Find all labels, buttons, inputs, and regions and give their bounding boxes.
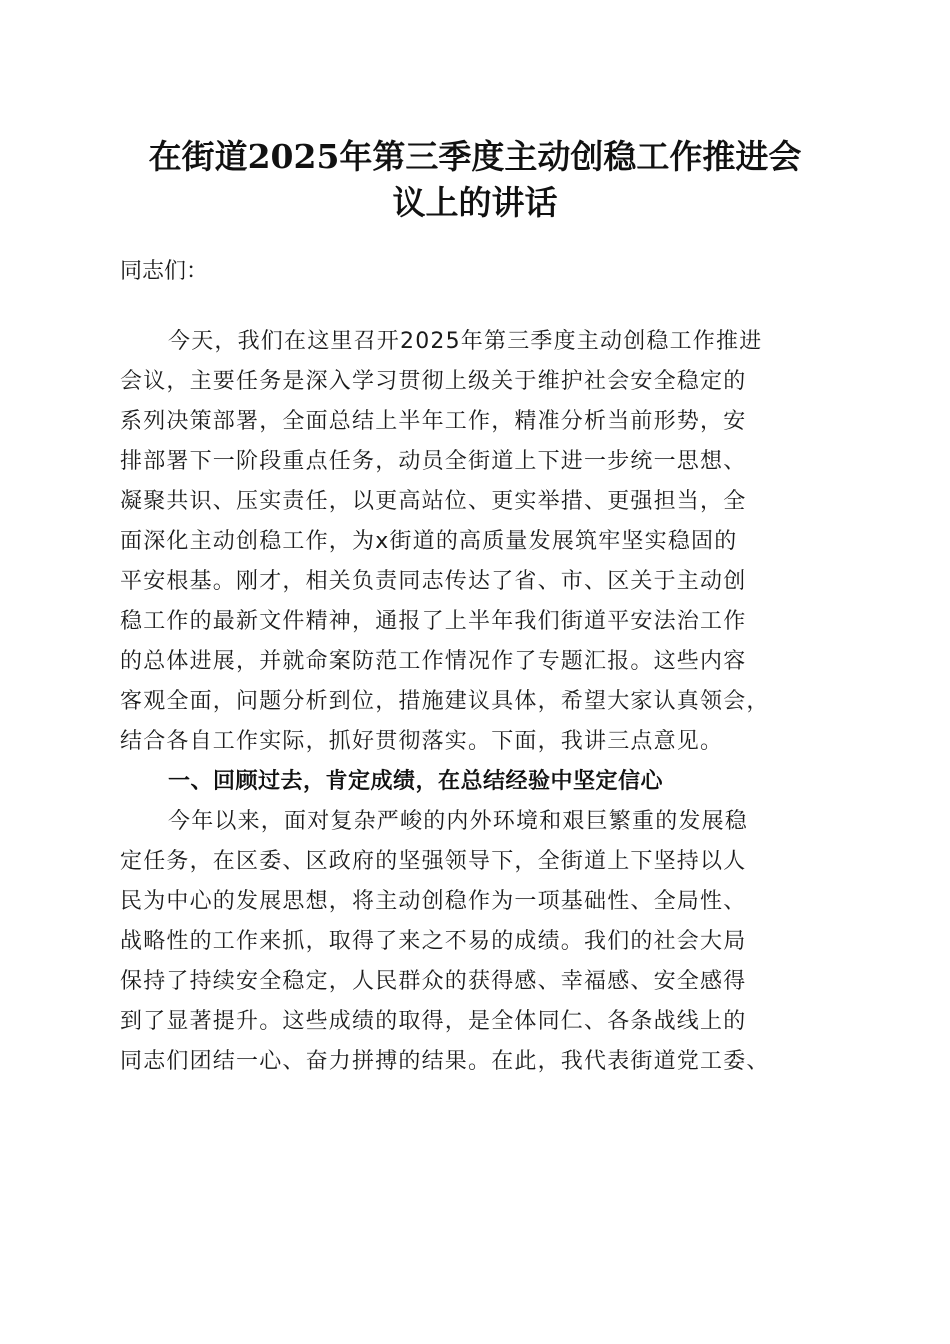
text-line: 战略性的工作来抓，取得了来之不易的成绩。我们的社会大局 xyxy=(120,929,747,954)
text-line: 同志们团结一心、奋力拼搏的结果。在此，我代表街道党工委、 xyxy=(120,1049,770,1074)
text-line: 稳工作的最新文件精神，通报了上半年我们街道平安法治工作 xyxy=(120,609,747,634)
text-line: 平安根基。刚才，相关负责同志传达了省、市、区关于主动创 xyxy=(120,569,747,594)
text-line: 系列决策部署，全面总结上半年工作，精准分析当前形势，安 xyxy=(120,409,747,434)
title-line: 议上的讲话 xyxy=(392,183,558,222)
text-line: 到了显著提升。这些成绩的取得，是全体同仁、各条战线上的 xyxy=(120,1009,747,1034)
section-heading: 一、回顾过去，肯定成绩，在总结经验中坚定信心 xyxy=(168,769,664,794)
text-line: 今年以来，面对复杂严峻的内外环境和艰巨繁重的发展稳 xyxy=(168,809,749,834)
speech-body xyxy=(120,322,840,1082)
greeting: 同志们： xyxy=(120,259,209,284)
paragraph-opening xyxy=(120,322,840,762)
title-line: 在街道2025年第三季度主动创稳工作推进会 xyxy=(148,137,802,176)
text-line: 排部署下一阶段重点任务，动员全街道上下进一步统一思想、 xyxy=(120,449,747,474)
text-line: 的总体进展，并就命案防范工作情况作了专题汇报。这些内容 xyxy=(120,649,747,674)
text-line: 保持了持续安全稳定，人民群众的获得感、幸福感、安全感得 xyxy=(120,969,747,994)
text-line: 客观全面，问题分析到位，措施建议具体，希望大家认真领会， xyxy=(120,689,770,714)
text-line: 结合各自工作实际，抓好贯彻落实。下面，我讲三点意见。 xyxy=(120,729,724,754)
text-line: 定任务，在区委、区政府的坚强领导下，全街道上下坚持以人 xyxy=(120,849,747,874)
text-line: 民为中心的发展思想，将主动创稳作为一项基础性、全局性、 xyxy=(120,889,747,914)
document-title xyxy=(110,134,840,226)
text-line: 面深化主动创稳工作，为x街道的高质量发展筑牢坚实稳固的 xyxy=(120,529,738,554)
text-line: 今天，我们在这里召开2025年第三季度主动创稳工作推进 xyxy=(168,329,763,354)
paragraph-review xyxy=(120,802,840,1082)
text-line: 凝聚共识、压实责任，以更高站位、更实举措、更强担当，全 xyxy=(120,489,747,514)
text-line: 会议，主要任务是深入学习贯彻上级关于维护社会安全稳定的 xyxy=(120,369,747,394)
